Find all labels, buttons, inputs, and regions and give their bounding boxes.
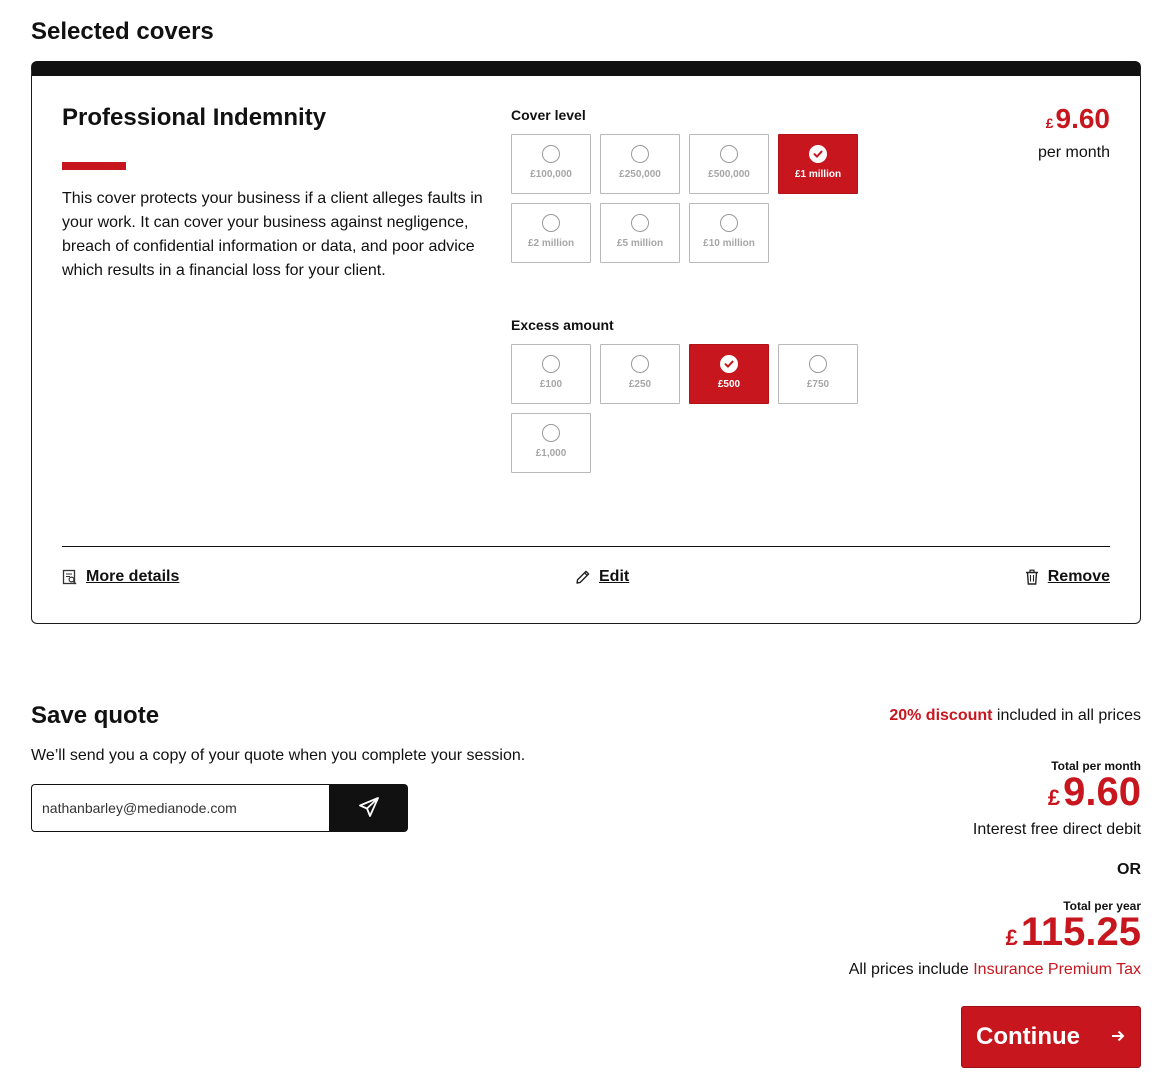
- discount-highlight: 20% discount: [889, 707, 993, 724]
- save-quote-title: Save quote: [31, 702, 160, 729]
- currency-symbol: £: [1045, 115, 1054, 131]
- option-label: £250,000: [619, 169, 661, 180]
- radio-icon: [542, 424, 560, 442]
- excess-option[interactable]: [778, 344, 858, 404]
- discount-note: [889, 707, 1141, 725]
- cover-level-option[interactable]: [511, 203, 591, 263]
- edit-link[interactable]: [575, 568, 629, 586]
- monthly-value: 9.60: [1063, 770, 1141, 814]
- option-label: £100,000: [530, 169, 572, 180]
- option-label: £750: [806, 379, 830, 390]
- remove-label: Remove: [1047, 568, 1110, 585]
- send-quote-button[interactable]: [329, 784, 408, 832]
- direct-debit-note: Interest free direct debit: [972, 821, 1141, 838]
- arrow-right-icon: [1110, 1028, 1126, 1047]
- cover-level-option[interactable]: [600, 203, 680, 263]
- pencil-icon: [575, 569, 591, 585]
- radio-icon: [720, 145, 738, 163]
- option-label: £100: [539, 379, 563, 390]
- option-label: £10 million: [703, 238, 755, 249]
- cover-description: This cover protects your business if a client alleges faults in your work. It can cover your business against negligence, breach of confidential information or data, and poor advice which results in a financial loss for your client.: [62, 190, 483, 279]
- email-input[interactable]: [31, 784, 329, 832]
- save-quote-form: [31, 784, 408, 832]
- radio-icon: [542, 145, 560, 163]
- radio-icon: [631, 145, 649, 163]
- trash-icon: [1024, 569, 1040, 585]
- option-label: £250: [628, 379, 652, 390]
- cover-level-option[interactable]: [689, 203, 769, 263]
- option-label: £2 million: [527, 238, 575, 249]
- check-circle-icon: [720, 355, 738, 373]
- excess-option-selected[interactable]: [689, 344, 769, 404]
- cover-price-amount: [1038, 102, 1110, 140]
- radio-icon: [542, 355, 560, 373]
- save-quote-description: We’ll send you a copy of your quote when you complete your session.: [31, 747, 526, 764]
- cover-price: [1038, 102, 1110, 162]
- more-details-label: More details: [86, 568, 180, 585]
- continue-label: Continue: [976, 1023, 1080, 1050]
- yearly-total-label: Total per year: [1063, 899, 1141, 913]
- section-title: Selected covers: [31, 18, 214, 45]
- monthly-total-label: Total per month: [1051, 759, 1141, 773]
- radio-icon: [631, 355, 649, 373]
- remove-link[interactable]: [1024, 568, 1110, 586]
- discount-text: included in all prices: [992, 707, 1141, 724]
- yearly-total-amount: [1006, 910, 1141, 960]
- excess-option[interactable]: [600, 344, 680, 404]
- document-search-icon: [62, 569, 78, 585]
- check-circle-icon: [809, 145, 827, 163]
- send-icon: [358, 796, 380, 821]
- cover-level-option-selected[interactable]: [778, 134, 858, 194]
- excess-option[interactable]: [511, 344, 591, 404]
- option-label: £500,000: [708, 169, 750, 180]
- currency-symbol: £: [1005, 925, 1018, 950]
- insurance-premium-tax-link[interactable]: Insurance Premium Tax: [973, 961, 1141, 978]
- more-details-link[interactable]: [62, 568, 179, 586]
- title-accent-rule: [62, 162, 126, 170]
- cover-level-label: Cover level: [511, 107, 586, 123]
- cover-level-option[interactable]: [689, 134, 769, 194]
- cover-title: Professional Indemnity: [62, 104, 327, 131]
- option-label: £1,000: [535, 448, 567, 459]
- edit-label: Edit: [599, 568, 630, 585]
- price-period: per month: [1037, 144, 1110, 161]
- radio-icon: [542, 214, 560, 232]
- price-value: 9.60: [1055, 103, 1110, 134]
- cover-level-option[interactable]: [600, 134, 680, 194]
- option-label: £1 million: [794, 169, 842, 180]
- option-label: £500: [717, 379, 741, 390]
- tax-note: [849, 961, 1141, 979]
- radio-icon: [720, 214, 738, 232]
- cover-level-option[interactable]: [511, 134, 591, 194]
- currency-symbol: £: [1047, 785, 1061, 810]
- excess-amount-label: Excess amount: [511, 317, 614, 333]
- yearly-value: 115.25: [1020, 910, 1141, 954]
- cover-card: [31, 61, 1141, 624]
- card-divider: [62, 546, 1110, 547]
- radio-icon: [809, 355, 827, 373]
- monthly-total-amount: [1048, 770, 1141, 820]
- radio-icon: [631, 214, 649, 232]
- tax-prefix: All prices include: [848, 961, 974, 978]
- or-separator: OR: [1117, 861, 1141, 878]
- option-label: £5 million: [616, 238, 664, 249]
- excess-option[interactable]: [511, 413, 591, 473]
- cover-level-options: [511, 134, 871, 264]
- continue-button[interactable]: [961, 1006, 1141, 1068]
- excess-options: [511, 344, 871, 474]
